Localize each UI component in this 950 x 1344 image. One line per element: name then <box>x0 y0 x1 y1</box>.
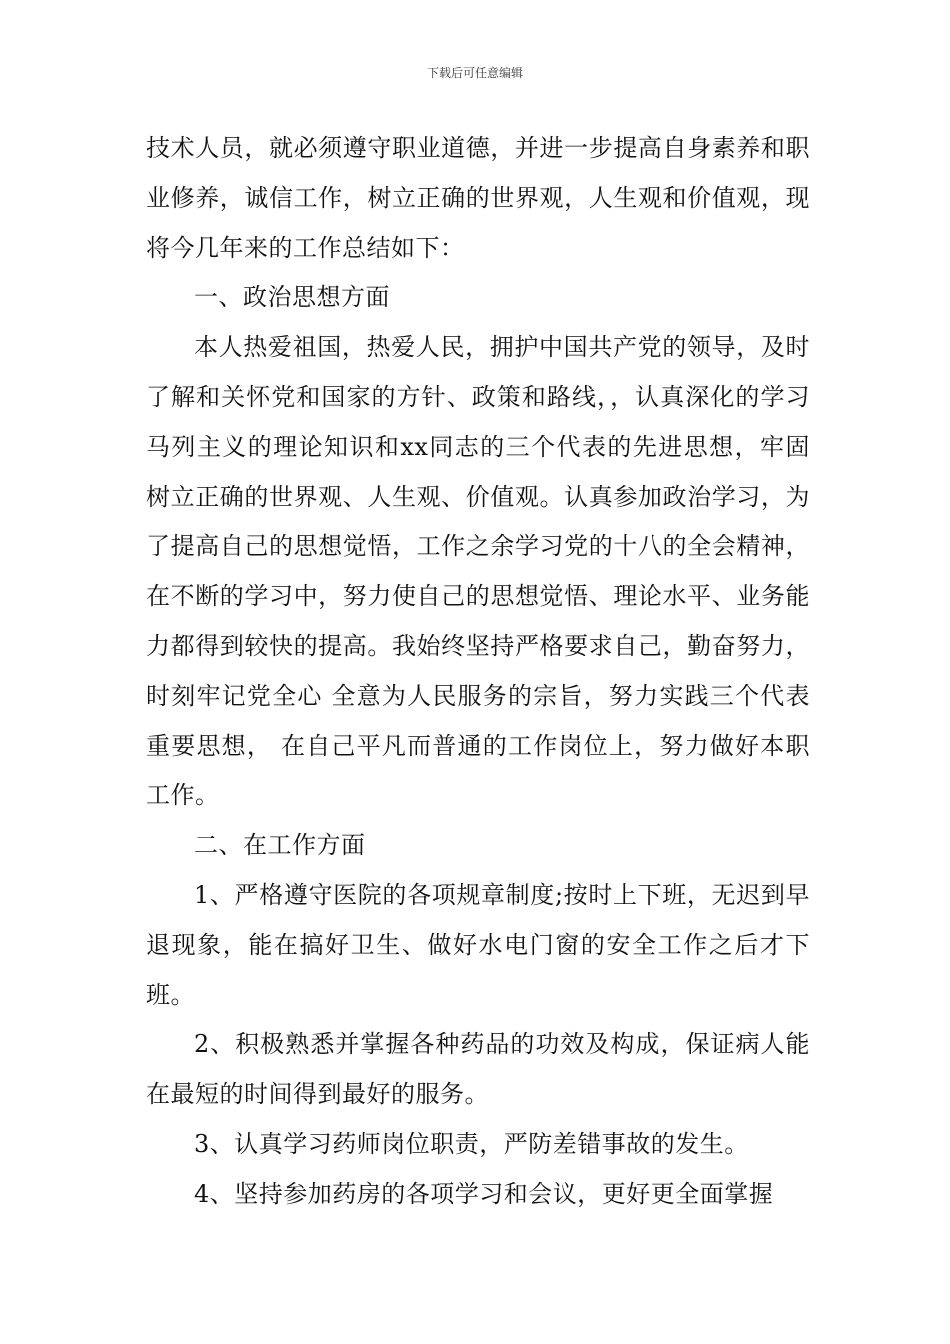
list-item-3: 3、认真学习药师岗位职责，严防差错事故的发生。 <box>194 1129 749 1158</box>
paragraph-political-thought: 本人热爱祖国，热爱人民，拥护中国共产党的领导，及时了解和关怀党和国家的方针、政策和路线，，认真深化的学习马列主义的理论知识和xx同志的三个代表的先进思想，牢固树立正确的世界观、人生观、价值观。认真参加政治学习，为了提高自己的思想觉悟，工作之余学习党的十八的全会精神，在不断的学习中，努力使自己的思想觉悟、理论水平、业务能力都得到较快的提高。我始终坚持严格要求自己，勤奋努力，时刻牢记党全心 全意为人民服务的宗旨，努力实践三个代表重要思想， 在自己平凡而普通的工作岗位上，努力做好本职工作。 <box>146 333 810 810</box>
list-item-2: 2、积极熟悉并掌握各种药品的功效及构成，保证病人能在最短的时间得到最好的服务。 <box>146 1030 810 1109</box>
page-header: 下载后可任意编辑 <box>426 66 523 80</box>
heading-political-thought: 一、政治思想方面 <box>194 283 390 312</box>
heading-work: 二、在工作方面 <box>194 831 366 860</box>
paragraph-intro: 技术人员，就必须遵守职业道德，并进一步提高自身素养和职业修养，诚信工作，树立正确的世界观，人生观和价值观，现将今几年来的工作总结如下： <box>146 134 810 262</box>
document-body <box>146 124 810 1220</box>
list-item-4: 4、坚持参加药房的各项学习和会议，更好更全面掌握 <box>194 1179 774 1208</box>
list-item-1: 1、严格遵守医院的各项规章制度;按时上下班，无迟到早退现象，能在搞好卫生、做好水电门窗的安全工作之后才下班。 <box>146 880 810 1009</box>
